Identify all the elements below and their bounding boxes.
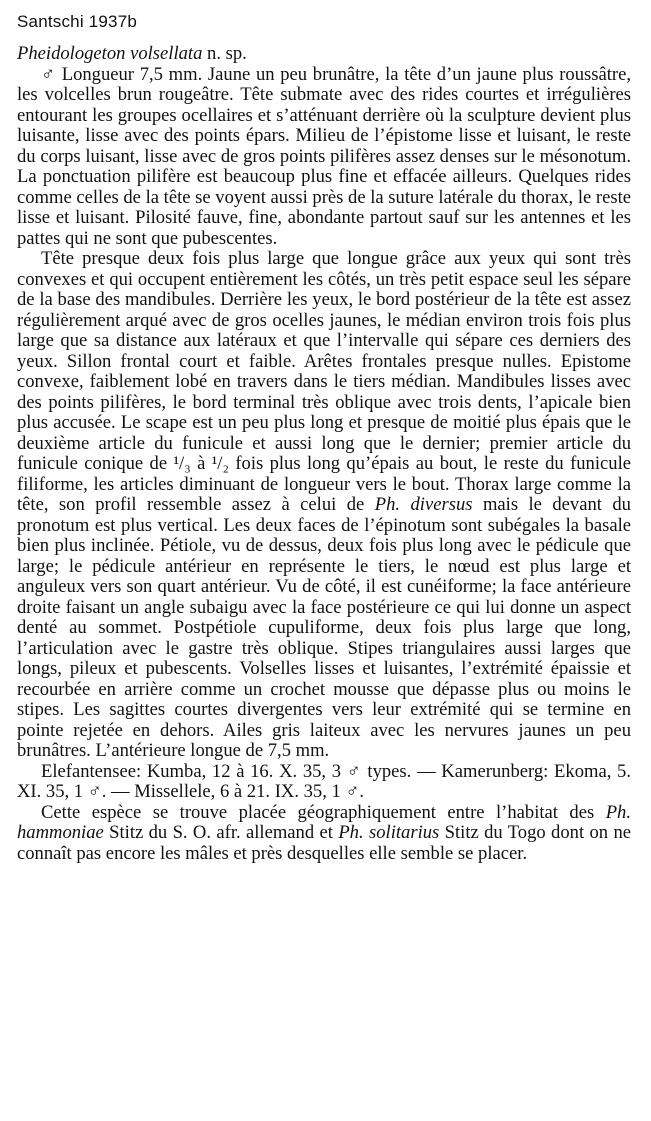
description-paragraph-2 bbox=[17, 249, 631, 762]
paragraph-2-text-a: Tête presque deux fois plus large que longue grâce aux yeux qui sont très convexes et qui occupent entièrement les côtés, un très petit espace seul les sépare de la base des mandibules. Derrière les yeux, le bord postérieur de la tête est assez régulièrement arqué avec de gros ocelles jaunes, le médian environ trois fois plus large que sa distance aux latéraux et que l’intervalle qui sépare ces derniers des yeux. Sillon frontal court et faible. Arêtes frontales presque nulles. Epistome convexe, faiblement lobé en travers dans le tiers médian. Mandibules lisses avec des points pilifères, le bord terminal très oblique avec trois dents, l’apicale bien plus accusée. Le scape est un peu plus long et presque de moitié plus épais que le deuxième article du funicule et aussi long que le dernier; premier article du funicule conique de ¹/₃ à ¹/₂ fois plus long qu’épais au bout, le reste du funicule filiforme, les articles diminuant de longueur vers le bout. Thorax large comme la tête, son profil ressemble assez à celui de bbox=[17, 248, 631, 515]
paragraph-4-text-b: Stitz du S. O. afr. allemand et bbox=[109, 822, 333, 843]
species-name: Pheidologeton volsellata bbox=[17, 43, 203, 64]
species-heading bbox=[17, 44, 631, 65]
locality-paragraph: Elefantensee: Kumba, 12 à 16. X. 35, 3 ♂ types. — Kamerunberg: Ekoma, 5. XI. 35, 1 ♂. — Missellele, 6 à 21. IX. 35, 1 ♂. bbox=[17, 760, 631, 802]
species-status: n. sp. bbox=[207, 43, 247, 64]
species-reference-diversus: Ph. diversus bbox=[374, 494, 473, 515]
paragraph-4-text-c: Stitz du Togo dont on ne connaît pas encore les mâles et près desquelles elle semble se placer. bbox=[17, 822, 631, 864]
remarks-paragraph bbox=[17, 803, 631, 865]
paragraph-4-text-a: Cette espèce se trouve placée géographiquement entre l’habitat des bbox=[41, 801, 595, 823]
description-paragraph-1: ♂ Longueur 7,5 mm. Jaune un peu brunâtre, la tête d’un jaune plus roussâtre, les volcelles brun rougeâtre. Tête submate avec des rides courtes et irrégulières entourant les groupes ocellaires et s’atténuant derrière où la sculpture devient plus luisante, lisse avec des points épars. Milieu de l’épistome lisse et luisant, le reste du corps luisant, lisse avec de gros points pilifères assez denses sur le mésonotum. La ponctuation pilifère est beaucoup plus fine et effacée ailleurs. Quelques rides comme celles de la tête se voyent aussi près de la suture latérale du thorax, le reste lisse et luisant. Pilosité fauve, fine, abondante partout sauf sur les antennes et les pattes qui ne sont que pubescentes. bbox=[17, 63, 631, 249]
paragraph-2-text-b: mais le devant du pronotum est plus vertical. Les deux faces de l’épinotum sont subégales la basale bien plus inclinée. Pétiole, vu de dessus, deux fois plus long avec le pédicule que large; le pédicule antérieur en représente le tiers, le nœud est plus large et anguleux vers son quart antérieur. Vu de côté, il est cunéiforme; la face antérieure droite faisant un angle subaigu avec la face postérieure ce qui lui donne un aspect denté au sommet. Postpétiole cupuliforme, deux fois plus large que long, l’articulation avec le gastre très oblique. Stipes triangulaires aussi larges que longs, pileux et pubescents. Volselles lisses et luisantes, l’extrémité épaissie et recourbée en arrière comme un crochet mousse que dépasse plus ou moins le stipes. Les sagittes courtes divergentes vers leur extrémité qui se termine en pointe rejetée en dehors. Ailes gris laiteux avec les nervures jaunes un peu brunâtres. L’antérieure longue de 7,5 mm. bbox=[17, 494, 631, 761]
source-label: Santschi 1937b bbox=[17, 12, 137, 31]
document-body bbox=[17, 44, 631, 864]
species-reference-hammoniae: Ph. hammoniae bbox=[17, 801, 631, 843]
species-reference-solitarius: Ph. solitarius bbox=[338, 822, 440, 843]
